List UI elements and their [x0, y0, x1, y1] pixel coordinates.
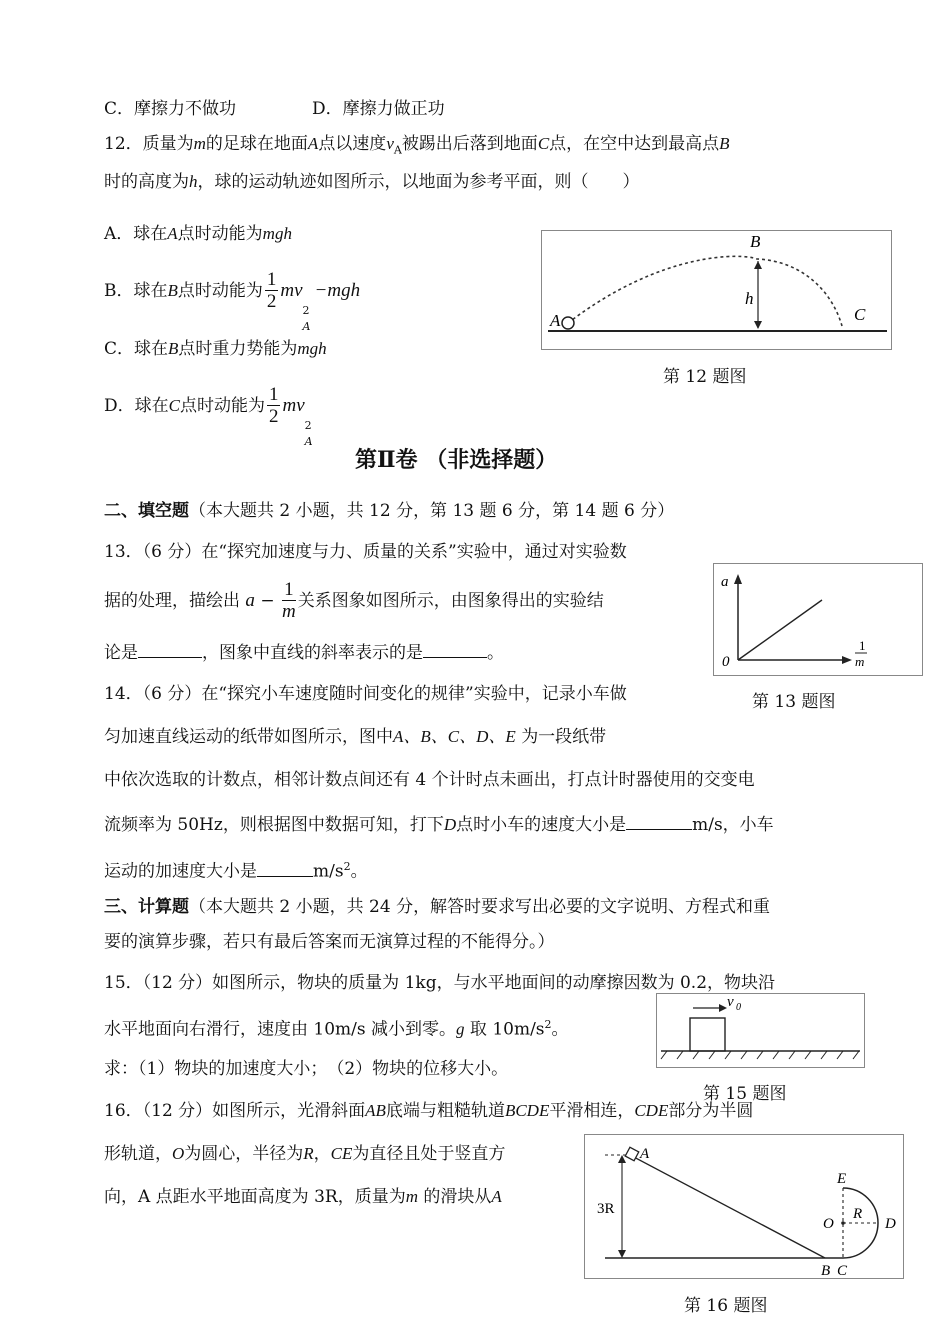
- q12-stem-line1: 12．质量为m的足球在地面A点以速度$v_A$被踢出后落到地面C点，在空中达到最高点B: [104, 134, 730, 157]
- label-o: O: [823, 1216, 834, 1232]
- label-d: D: [885, 1216, 896, 1232]
- q12-figure: [541, 230, 892, 350]
- q14-line5: 运动的加速度大小是 $m/s^2$。: [104, 860, 368, 882]
- ball-icon: [562, 317, 574, 329]
- q13-line3: 论是 ，图象中直线的斜率表示的是 。: [104, 643, 504, 663]
- label-b: B: [821, 1263, 831, 1278]
- q16-line1: 16．（12 分）如图所示，光滑斜面AB底端与粗糙轨道BCDE平滑相连，CDE部分为半圆: [104, 1101, 754, 1121]
- sec3-header: 三、计算题（本大题共 2 小题，共 24 分，解答时要求写出必要的文字说明、方程式和重: [104, 897, 771, 917]
- q13-graph: [714, 564, 922, 675]
- sec3-desc2: 要的演算步骤，若只有最后答案而无演算过程的不能得分。）: [104, 932, 555, 952]
- ground-hatching: [661, 1051, 859, 1059]
- q14-line4: 流频率为 50Hz，则根据图中数据可知，打下D点时小车的速度大小是 m/s，小车: [104, 815, 774, 835]
- block: [690, 1018, 725, 1051]
- q12-option-b: B．球在B点时动能为 $\frac{1}{2}$ mv 2 A −mgh: [104, 269, 361, 333]
- label-3r: 3R: [597, 1201, 615, 1217]
- incline-ab: [630, 1155, 825, 1258]
- q11-option-d: D．摩擦力做正功: [312, 99, 445, 119]
- q11-option-c: C．摩擦力不做功: [104, 99, 237, 119]
- q13-blank-1[interactable]: [138, 641, 202, 658]
- q15-line3: 求：（1）物块的加速度大小； （2）物块的位移大小。: [104, 1059, 509, 1079]
- q14-blank-2[interactable]: [257, 860, 313, 877]
- q16-line3: 向，A 点距水平地面高度为 3R，质量为m 的滑块从A: [104, 1187, 502, 1207]
- q14-line3: 中依次选取的计数点，相邻计数点间还有 4 个计时点未画出，打点计时器使用的交变电: [104, 770, 755, 790]
- semicircle-track: [843, 1188, 878, 1258]
- q15-line1: 15．（12 分）如图所示，物块的质量为 1kg，与水平地面间的动摩擦因数为 0.2，物块沿: [104, 973, 776, 993]
- q13-caption: 第 13 题图: [752, 692, 836, 712]
- q12-stem-line2: 时的高度为h，球的运动轨迹如图所示，以地面为参考平面，则（ ）: [104, 172, 640, 192]
- q15-figure: [656, 993, 865, 1068]
- q12-caption: 第 12 题图: [663, 367, 747, 387]
- q16-caption: 第 16 题图: [684, 1296, 768, 1316]
- label-v: v: [727, 994, 734, 1010]
- label-a: a: [721, 574, 729, 590]
- q16-figure: [584, 1134, 904, 1279]
- label-origin: 0: [722, 654, 730, 670]
- q12-trajectory-diagram: [542, 231, 891, 349]
- data-line: [738, 600, 822, 660]
- ball-trajectory: [568, 256, 842, 326]
- label-c: C: [837, 1263, 848, 1278]
- label-e: E: [837, 1171, 847, 1187]
- part2-title: 第Ⅱ卷 （非选择题）: [355, 447, 558, 473]
- label-b: B: [750, 232, 761, 251]
- label-m: m: [855, 654, 865, 669]
- q13-line1: 13．（6 分）在“探究加速度与力、质量的关系”实验中，通过对实验数: [104, 542, 627, 562]
- svg-text:0: 0: [736, 1002, 741, 1013]
- q14-line2: 匀加速直线运动的纸带如图所示，图中A、B、C、D、E 为一段纸带: [104, 727, 607, 747]
- q13-line2: 据的处理，描绘出 a − $\frac{1}{m}$ 关系图象如图所示，由图象得出的实验结: [104, 579, 604, 622]
- q14-line1: 14．（6 分）在“探究小车速度随时间变化的规律”实验中，记录小车做: [104, 684, 627, 704]
- sec2-header: 二、填空题（本大题共 2 小题，共 12 分，第 13 题 6 分，第 14 题 6 分）: [104, 501, 675, 521]
- q16-line2: 形轨道，O为圆心，半径为R，CE为直径且处于竖直方: [104, 1144, 506, 1164]
- q15-line2: 水平地面向右滑行，速度由 10m/s 减小到零。g 取 $10m/s^2$。: [104, 1018, 569, 1040]
- label-a: A: [640, 1146, 650, 1162]
- label-c: C: [854, 305, 866, 324]
- label-r: R: [853, 1206, 863, 1222]
- q15-block-diagram: [657, 994, 864, 1067]
- q14-blank-1[interactable]: [626, 813, 692, 830]
- label-h: h: [745, 289, 754, 308]
- q12-option-a: A．球在A点时动能为mgh: [104, 224, 292, 244]
- q16-track-diagram: [585, 1135, 903, 1278]
- q13-blank-2[interactable]: [423, 641, 487, 658]
- label-one: 1: [859, 638, 866, 653]
- label-a: A: [550, 311, 561, 330]
- q12-option-d: D．球在C点时动能为 $\frac{1}{2}$ mv 2 A: [104, 384, 313, 448]
- q15-caption: 第 15 题图: [703, 1084, 787, 1104]
- q12-option-c: C．球在B点时重力势能为mgh: [104, 339, 327, 359]
- q13-figure: [713, 563, 923, 676]
